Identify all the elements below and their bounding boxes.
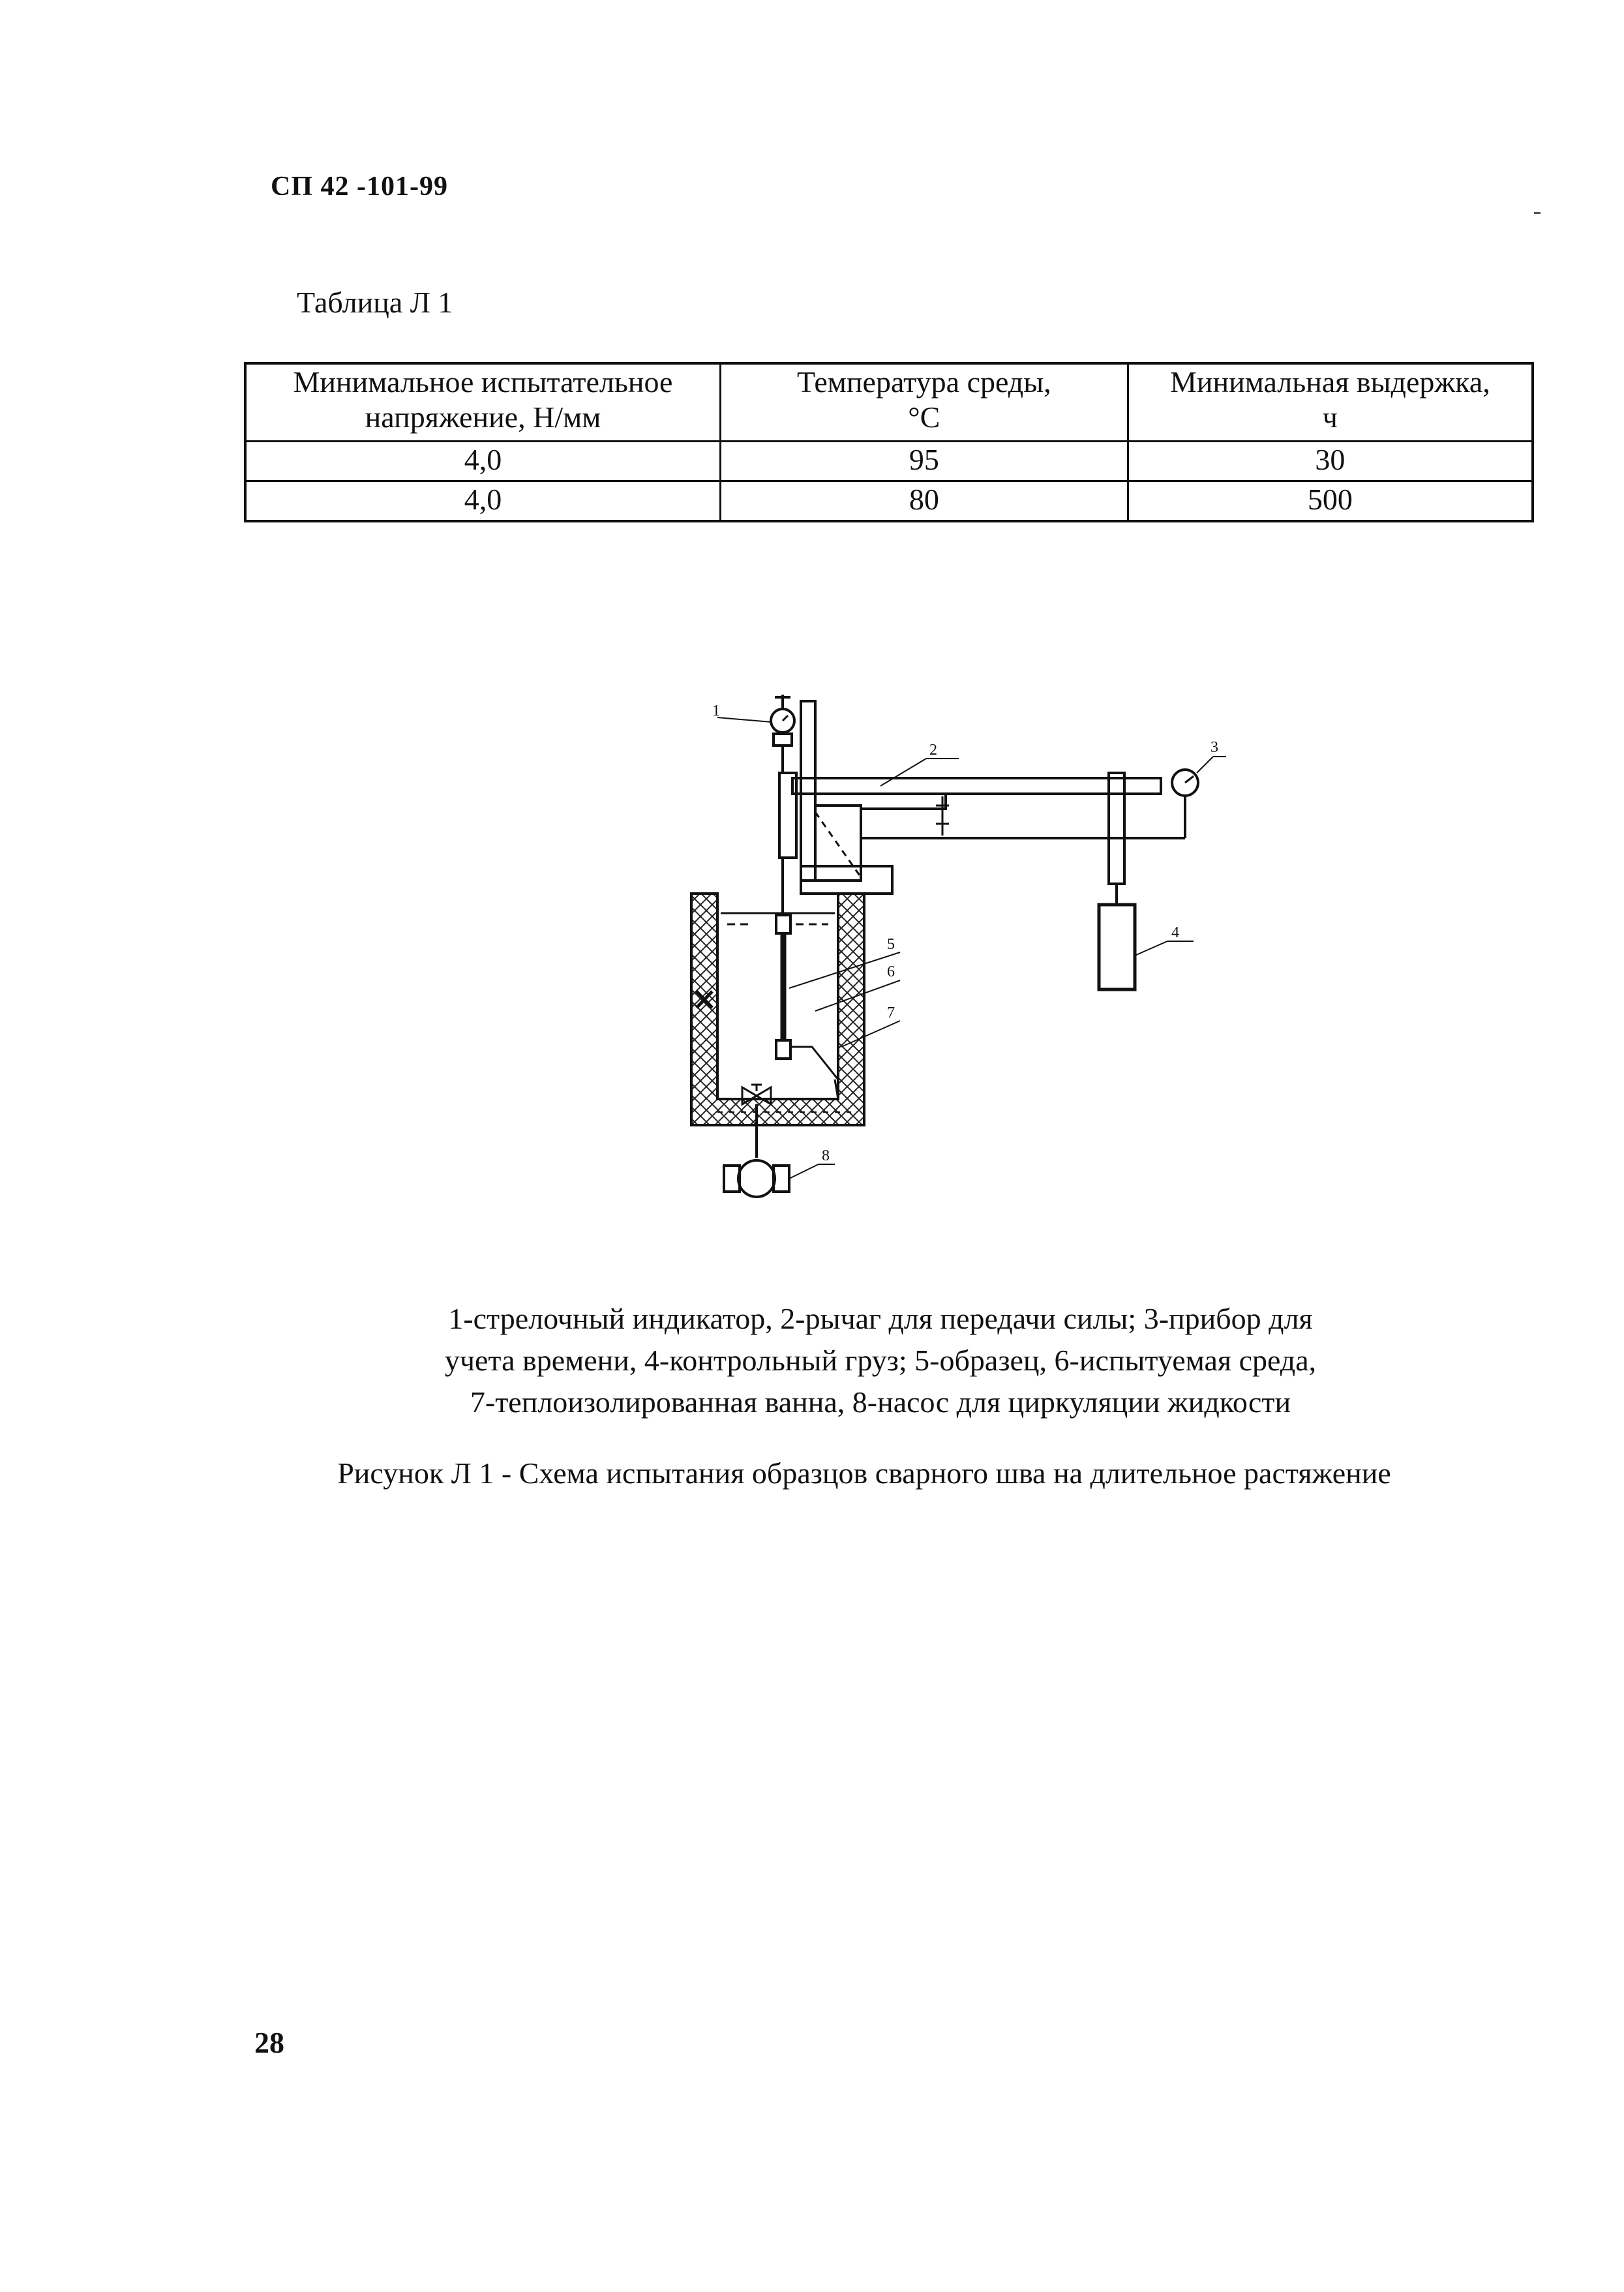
table-cell: 30 [1128,442,1533,481]
column-header-stress-line1: Минимальное испытательное [293,365,673,399]
column-header-duration [1128,363,1533,442]
legend-line: учета времени, 4-контрольный груз; 5-образец, 6-испытуемая среда, [444,1344,1317,1377]
table-cell: 80 [720,481,1128,522]
control-weight [1099,884,1135,989]
callout-label-3: 3 [1210,739,1218,756]
timer-device [1161,770,1198,838]
column-header-temperature-line1: Температура среды, [797,365,1051,399]
page-number: 28 [254,2026,284,2059]
callout-label-7: 7 [887,1004,895,1021]
scan-artifact-mark [1534,212,1541,214]
table-cell: 95 [720,442,1128,481]
test-parameters-table [244,362,1534,522]
stand [779,701,892,894]
document-code: СП 42 -101-99 [271,172,448,202]
dial-indicator [771,695,794,773]
table-caption: Таблица Л 1 [297,286,453,319]
figure-legend [326,1298,1435,1423]
insulated-bath [691,894,864,1125]
callout-label-8: 8 [822,1147,830,1164]
callout-label-5: 5 [887,936,895,953]
column-header-duration-line2: ч [1322,400,1338,434]
callout-label-2: 2 [929,742,937,759]
schematic-drawing [665,682,1239,1203]
table-cell: 500 [1128,481,1533,522]
specimen [776,858,838,1079]
column-header-duration-line1: Минимальная выдержка, [1169,365,1490,399]
legend-line: 7-теплоизолированная ванна, 8-насос для циркуляции жидкости [470,1385,1291,1419]
table-cell: 4,0 [245,442,720,481]
callout-label-6: 6 [887,963,895,980]
legend-line: 1-стрелочный индикатор, 2-рычаг для передачи силы; 3-прибор для [448,1302,1313,1335]
test-rig-schematic [665,682,1239,1203]
callout-label-1: 1 [712,702,720,719]
column-header-temperature [720,363,1128,442]
table-row [245,481,1533,522]
column-header-stress-line2: напряжение, Н/мм [365,400,601,434]
table-cell: 4,0 [245,481,720,522]
table-header-row [245,363,1533,442]
column-header-temperature-line2: °С [908,400,940,434]
callout-label-4: 4 [1171,924,1179,941]
figure-caption: Рисунок Л 1 - Схема испытания образцов сварного шва на длительное растяжение [337,1456,1391,1490]
table-row [245,442,1533,481]
column-header-stress [245,363,720,442]
